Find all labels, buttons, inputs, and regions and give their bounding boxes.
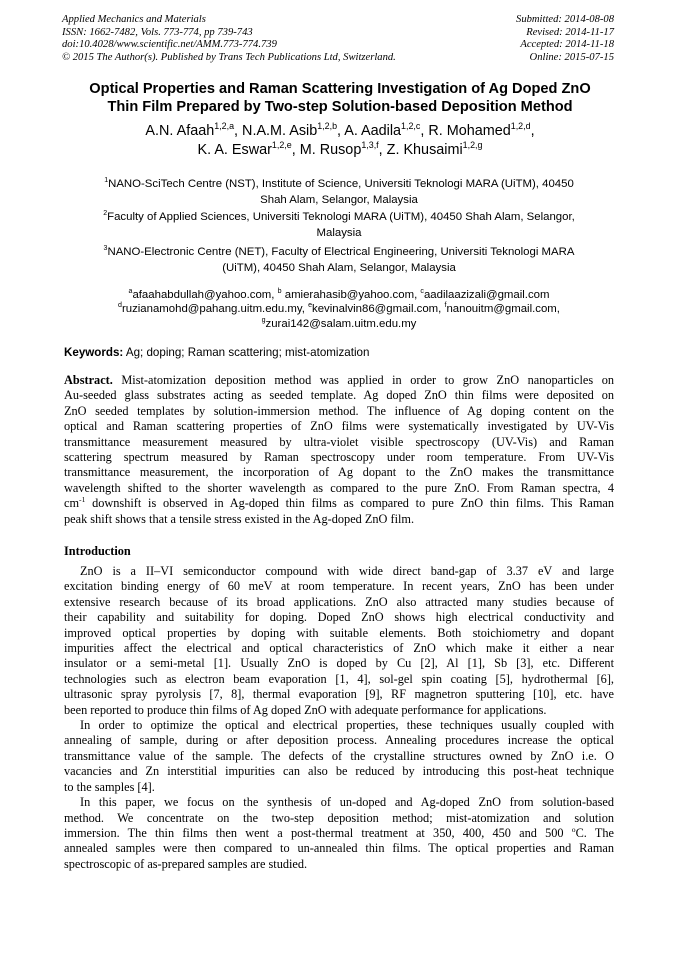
online-date: Online: 2015-07-15: [529, 51, 614, 63]
submitted-date: Submitted: 2014-08-08: [516, 14, 614, 25]
unit-exponent: -1: [79, 496, 86, 505]
author-affil-sup: 1,2,a: [214, 121, 235, 132]
abstract-label: Abstract.: [64, 373, 113, 387]
author-sep: ,: [337, 123, 345, 139]
intro-line: to the samples [4].: [64, 779, 155, 794]
affiliation-text: NANO-Electronic Centre (NET), Faculty of Electrical Engineering, Universiti Teknologi MARA: [107, 246, 575, 258]
affiliation-line: Shah Alam, Selangor, Malaysia: [260, 194, 418, 206]
affiliation-2: [64, 209, 614, 241]
intro-line: insulator or a semi-metal [1]. Usually ZnO is doped by Cu [2], Al [1], Sb [3], etc. Different: [64, 656, 614, 671]
author-line: [40, 122, 640, 141]
intro-line: been reported to produce thin films of Ag doped ZnO with adequate performance for applications.: [64, 702, 547, 717]
abstract-text: Mist-atomization deposition method was applied in order to grow ZnO nanoparticles on: [112, 373, 614, 387]
abstract-line: wavelength shifted to the shorter wavelength as compared to the pure ZnO. From Raman spectra, 4: [64, 480, 614, 495]
affiliation-text: NANO-SciTech Centre (NST), Institute of Science, Universiti Teknologi MARA (UiTM), 40450: [108, 178, 574, 190]
author-sep: ,: [291, 142, 300, 158]
revised-date: Revised: 2014-11-17: [526, 26, 614, 38]
affiliation-text: Faculty of Applied Sciences, Universiti Teknologi MARA (UiTM), 40450 Shah Alam, Selangor,: [107, 211, 575, 223]
paper-title: [40, 80, 640, 116]
intro-line: transmittance value of the sample. The defects of the crystalline structures owned by ZnO i.e. O: [64, 748, 614, 763]
abstract-line: transmittance measurement measured by ultra-violet visible spectroscopy (UV-Vis) and Raman: [64, 434, 614, 449]
abstract-line: Au-seeded glass substrates acting as seeded template. Ag doped ZnO thin films were deposited on: [64, 388, 614, 403]
email-c[interactable]: aadilaazizali@gmail.com: [423, 289, 550, 301]
intro-line: In this paper, we focus on the synthesis of un-doped and Ag-doped ZnO from solution-based: [80, 795, 614, 810]
abstract-line: optical and Raman scattering properties of ZnO films were systematically investigated by UV-Vis: [64, 419, 614, 434]
intro-line: annealing of sample, during or after deposition process. Annealing procedures increase the optical: [64, 733, 614, 748]
intro-line: their capability and suitability for doping. Doped ZnO shows high electrical conductivity and: [64, 610, 614, 625]
email-list: [64, 288, 614, 331]
affiliation-number: 3: [103, 245, 108, 253]
temperature-unit: C. The: [575, 825, 614, 840]
journal-name: Applied Mechanics and Materials: [62, 14, 206, 25]
title-line: Thin Film Prepared by Two-step Solution-based Deposition Method: [107, 99, 573, 115]
abstract-line: peak shift shows that a tensile stress existed in the Ag-doped ZnO film.: [64, 511, 415, 526]
author-name: R. Mohamed: [428, 123, 511, 139]
email-line: $^a$afaahabdullah@yahoo.com, $^b$ amierahasib@yahoo.com, $^c$aadilaazizali@gmail.com: [128, 288, 550, 301]
email-d[interactable]: ruzianamohd@pahang.uitm.edu.my: [121, 303, 302, 316]
author-list: [40, 122, 640, 160]
intro-line: impurities affect the electrical and optical characteristics of ZnO which make it either a near: [64, 641, 614, 656]
email-g[interactable]: zurai142@salam.uitm.edu.my: [265, 317, 417, 330]
author-sep: ,: [234, 123, 243, 139]
intro-line: ZnO is a II–VI semiconductor compound with wide direct band-gap of 3.37 eV and large: [80, 564, 614, 578]
intro-line: excitation binding energy of 60 meV at room temperature. In recent years, ZnO has been under: [64, 579, 614, 594]
intro-line: spectroscopic of as-prepared samples are studied.: [64, 856, 308, 871]
title-line: Optical Properties and Raman Scattering Investigation of Ag Doped ZnO: [89, 81, 591, 97]
author-name: A.N. Afaah: [145, 123, 215, 139]
author-affil-sup: 1,2,e: [271, 140, 292, 151]
doi-line: doi:10.4028/www.scientific.net/AMM.773-774.739: [62, 39, 277, 51]
intro-line: improved optical properties by doping with suitable elements. Both stoichiometry and dopant: [64, 625, 614, 640]
intro-line: technologies such as electron beam evaporation [1, 4], sol-gel spin coating [5], hydrothermal [6],: [64, 671, 614, 686]
intro-text: immersion. The thin films then went a post-thermal treatment at 350, 400, 450 and 500: [64, 825, 564, 840]
keywords-text: Ag; doping; Raman scattering; mist-atomization: [123, 346, 370, 359]
affiliation-line: [64, 209, 614, 225]
abstract-line: ZnO seeded templates by solution-immersion method. The influence of Ag doping content on the: [64, 403, 614, 418]
author-name: N.A.M. Asib: [242, 123, 318, 139]
author-name: K. A. Eswar: [197, 142, 272, 158]
email-b[interactable]: amierahasib@yahoo.com: [284, 289, 415, 301]
abstract-line: [64, 496, 614, 511]
email-f[interactable]: nanouitm@gmail.com: [446, 303, 557, 316]
issn-line: ISSN: 1662-7482, Vols. 773-774, pp 739-743: [62, 26, 253, 38]
abstract-text: downshift is observed in Ag-doped thin films as compared to pure ZnO thin films. This Raman: [92, 496, 614, 511]
affiliation-line: [64, 244, 614, 260]
keywords: [64, 346, 614, 360]
author-affil-sup: 1,3,f: [361, 140, 379, 151]
author-affil-sup: 1,2,d: [510, 121, 531, 132]
author-sep: ,: [378, 142, 387, 158]
accepted-date: Accepted: 2014-11-18: [520, 39, 614, 51]
intro-line: extensive research because of its broad applications. ZnO also attracted many studies because of: [64, 594, 614, 609]
section-heading-introduction: Introduction: [64, 544, 131, 558]
author-sep: ,: [530, 123, 535, 139]
intro-line: In order to optimize the optical and electrical properties, these techniques usually coupled with: [80, 718, 614, 733]
intro-line: [64, 826, 614, 841]
affiliation-line: [64, 176, 614, 192]
author-name: M. Rusop: [299, 142, 362, 158]
degree-sup: o: [571, 825, 576, 834]
author-line: [40, 141, 640, 160]
email-line: $^d$ruzianamohd@pahang.uitm.edu.my, $^e$kevinalvin86@gmail.com, $^f$nanouitm@gmail.com,: [118, 302, 560, 316]
keywords-label: Keywords:: [64, 346, 124, 359]
author-name: A. Aadila: [344, 123, 402, 139]
intro-line: vacancies and Zn interstitial impurities can also be reduced by introducing this post-heat technique: [64, 764, 614, 779]
abstract: [64, 373, 614, 527]
affiliation-line: (UiTM), 40450 Shah Alam, Selangor, Malaysia: [222, 262, 456, 274]
affiliation-line: Malaysia: [316, 227, 362, 239]
journal-info: [62, 14, 396, 64]
abstract-line: scattering spectrum measured by Raman spectroscopy under room temperature. From UV-Vis: [64, 450, 614, 465]
intro-line: annealed samples were then compared to un-annealed thin films. The optical properties and Raman: [64, 841, 614, 856]
email-a[interactable]: afaahabdullah@yahoo.com: [132, 289, 272, 301]
abstract-line: transmittance measurement, the incorporation of Ag dopant to the ZnO makes the transmittance: [64, 465, 614, 480]
intro-line: ultrasonic spray pyrolysis [7, 8], thermal evaporation [9], RF magnetron sputtering [10], etc. have: [64, 687, 614, 702]
affiliation-number: 1: [104, 177, 109, 185]
introduction-body: [64, 564, 614, 872]
wavenumber-unit: cm: [64, 496, 80, 511]
intro-line: method. We concentrate on the two-step deposition method; mist-atomization and solution: [64, 810, 614, 825]
copyright-line: © 2015 The Author(s). Published by Trans Tech Publications Ltd, Switzerland.: [62, 51, 396, 63]
abstract-line: [64, 373, 614, 388]
author-affil-sup: 1,2,c: [401, 121, 421, 132]
affiliation-number: 2: [103, 210, 108, 218]
author-name: Z. Khusaimi: [386, 142, 463, 158]
email-line: $^g$zurai142@salam.uitm.edu.my: [261, 317, 417, 330]
affiliation-3: [64, 244, 614, 276]
submission-dates: [516, 14, 614, 64]
author-affil-sup: 1,2,b: [317, 121, 338, 132]
affiliation-1: [64, 176, 614, 208]
author-affil-sup: 1,2,g: [462, 140, 483, 151]
email-e[interactable]: kevinalvin86@gmail.com: [312, 303, 439, 316]
author-sep: ,: [420, 123, 429, 139]
